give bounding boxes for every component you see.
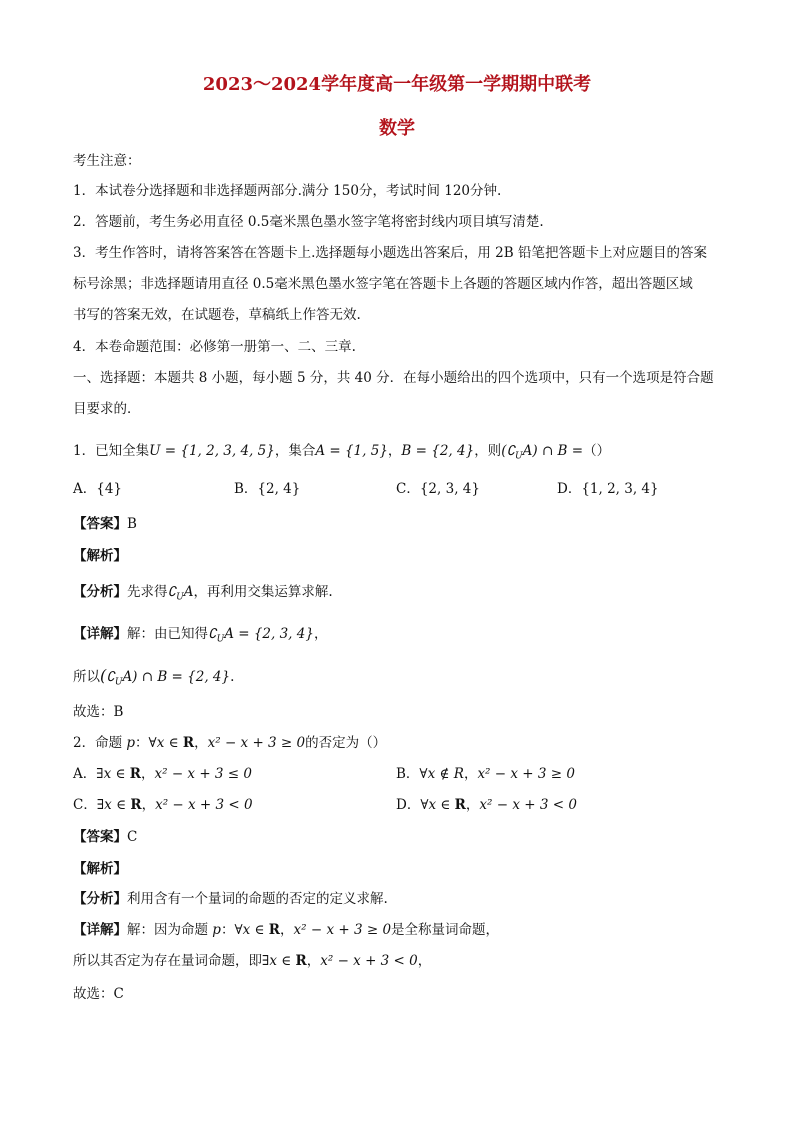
- q1-option-d: D．{1, 2, 3, 4}: [557, 481, 659, 497]
- q1-xiangjie: 【详解】解：由已知得$∁_UA = \{2$, 3, 4}，: [73, 626, 328, 645]
- q1-text: ，集合: [274, 443, 316, 459]
- q1-suoyi: 所以$(∁_UA)$ ∩ B = {2, 4}.: [73, 666, 235, 688]
- section-heading-line-1: 一、选择题：本题共 8 小题，每小题 5 分，共 40 分．在每小题给出的四个选项中，只有一个选项是符合题: [73, 370, 714, 386]
- q1-expression: $(∁_UA)$ ∩ B =: [501, 443, 584, 462]
- q1-set-b: B = {2, 4}: [401, 443, 475, 459]
- q2-analysis-tag: 【解析】: [73, 861, 127, 877]
- notice-item-2: 2．答题前，考生务必用直径 0.5毫米黑色墨水签字笔将密封线内项目填写清楚.: [73, 214, 544, 230]
- q2-option-b: B．∀x ∉ R，x² − x + 3 ≥ 0: [396, 766, 575, 782]
- notice-item-3-line-3: 书写的答案无效，在试题卷，草稿纸上作答无效.: [73, 307, 361, 323]
- q1-comma: ，: [387, 443, 402, 459]
- notice-heading: 考生注意：: [73, 153, 141, 169]
- q1-option-a: A．{4}: [73, 481, 123, 497]
- q1-set-a: A = {1, 5}: [315, 443, 388, 459]
- q2-answer: 【答案】C: [73, 829, 138, 845]
- q2-fenxi: 【分析】利用含有一个量词的命题的否定的定义求解.: [73, 891, 388, 907]
- subject-title: 数学: [379, 118, 415, 139]
- question-2-stem: 2．命题 p：∀x ∈ R，x² − x + 3 ≥ 0的否定为（）: [73, 735, 387, 751]
- q2-option-a: A．∃x ∈ R，x² − x + 3 ≤ 0: [73, 766, 252, 782]
- q1-option-b: B．{2, 4}: [234, 481, 301, 497]
- q1-fenxi: 【分析】先求得$∁_UA$，再利用交集运算求解.: [73, 584, 333, 603]
- q2-xiangjie: 【详解】解：因为命题 p：∀x ∈ R，x² − x + 3 ≥ 0是全称量词命题，: [73, 922, 500, 938]
- q2-suoyi: 所以其否定为存在量词命题，即∃x ∈ R，x² − x + 3 < 0，: [73, 953, 432, 969]
- q1-text-2: ，则: [474, 443, 502, 459]
- q1-prefix: 1．已知全集: [73, 443, 150, 459]
- q1-conclusion: 故选：B: [73, 704, 124, 720]
- q1-universal-set: U = {1, 2, 3, 4, 5}: [149, 443, 275, 459]
- q1-answer: 【答案】B: [73, 516, 137, 532]
- notice-item-3-line-2: 标号涂黑；非选择题请用直径 0.5毫米黑色墨水签字笔在答题卡上各题的答题区域内作答，超出答题区域: [73, 276, 693, 292]
- q1-paren: （）: [583, 443, 611, 459]
- q2-conclusion: 故选：C: [73, 986, 124, 1002]
- section-heading-line-2: 目要求的．: [73, 401, 141, 417]
- exam-title: 2023～2024学年度高一年级第一学期期中联考: [202, 74, 592, 95]
- q2-option-c: C．∃x ∈ R，x² − x + 3 < 0: [73, 797, 253, 813]
- notice-item-1: 1．本试卷分选择题和非选择题两部分.满分 150分，考试时间 120分钟.: [73, 183, 502, 199]
- q1-analysis-tag: 【解析】: [73, 548, 127, 564]
- q1-option-c: C．{2, 3, 4}: [396, 481, 480, 497]
- notice-item-4: 4．本卷命题范围：必修第一册第一、二、三章.: [73, 339, 356, 355]
- notice-item-3-line-1: 3．考生作答时，请将答案答在答题卡上.选择题每小题选出答案后，用 2B 铅笔把答题卡上对应题目的答案: [73, 245, 707, 261]
- q2-option-d: D．∀x ∈ R，x² − x + 3 < 0: [396, 797, 577, 813]
- question-1-stem: [73, 441, 610, 467]
